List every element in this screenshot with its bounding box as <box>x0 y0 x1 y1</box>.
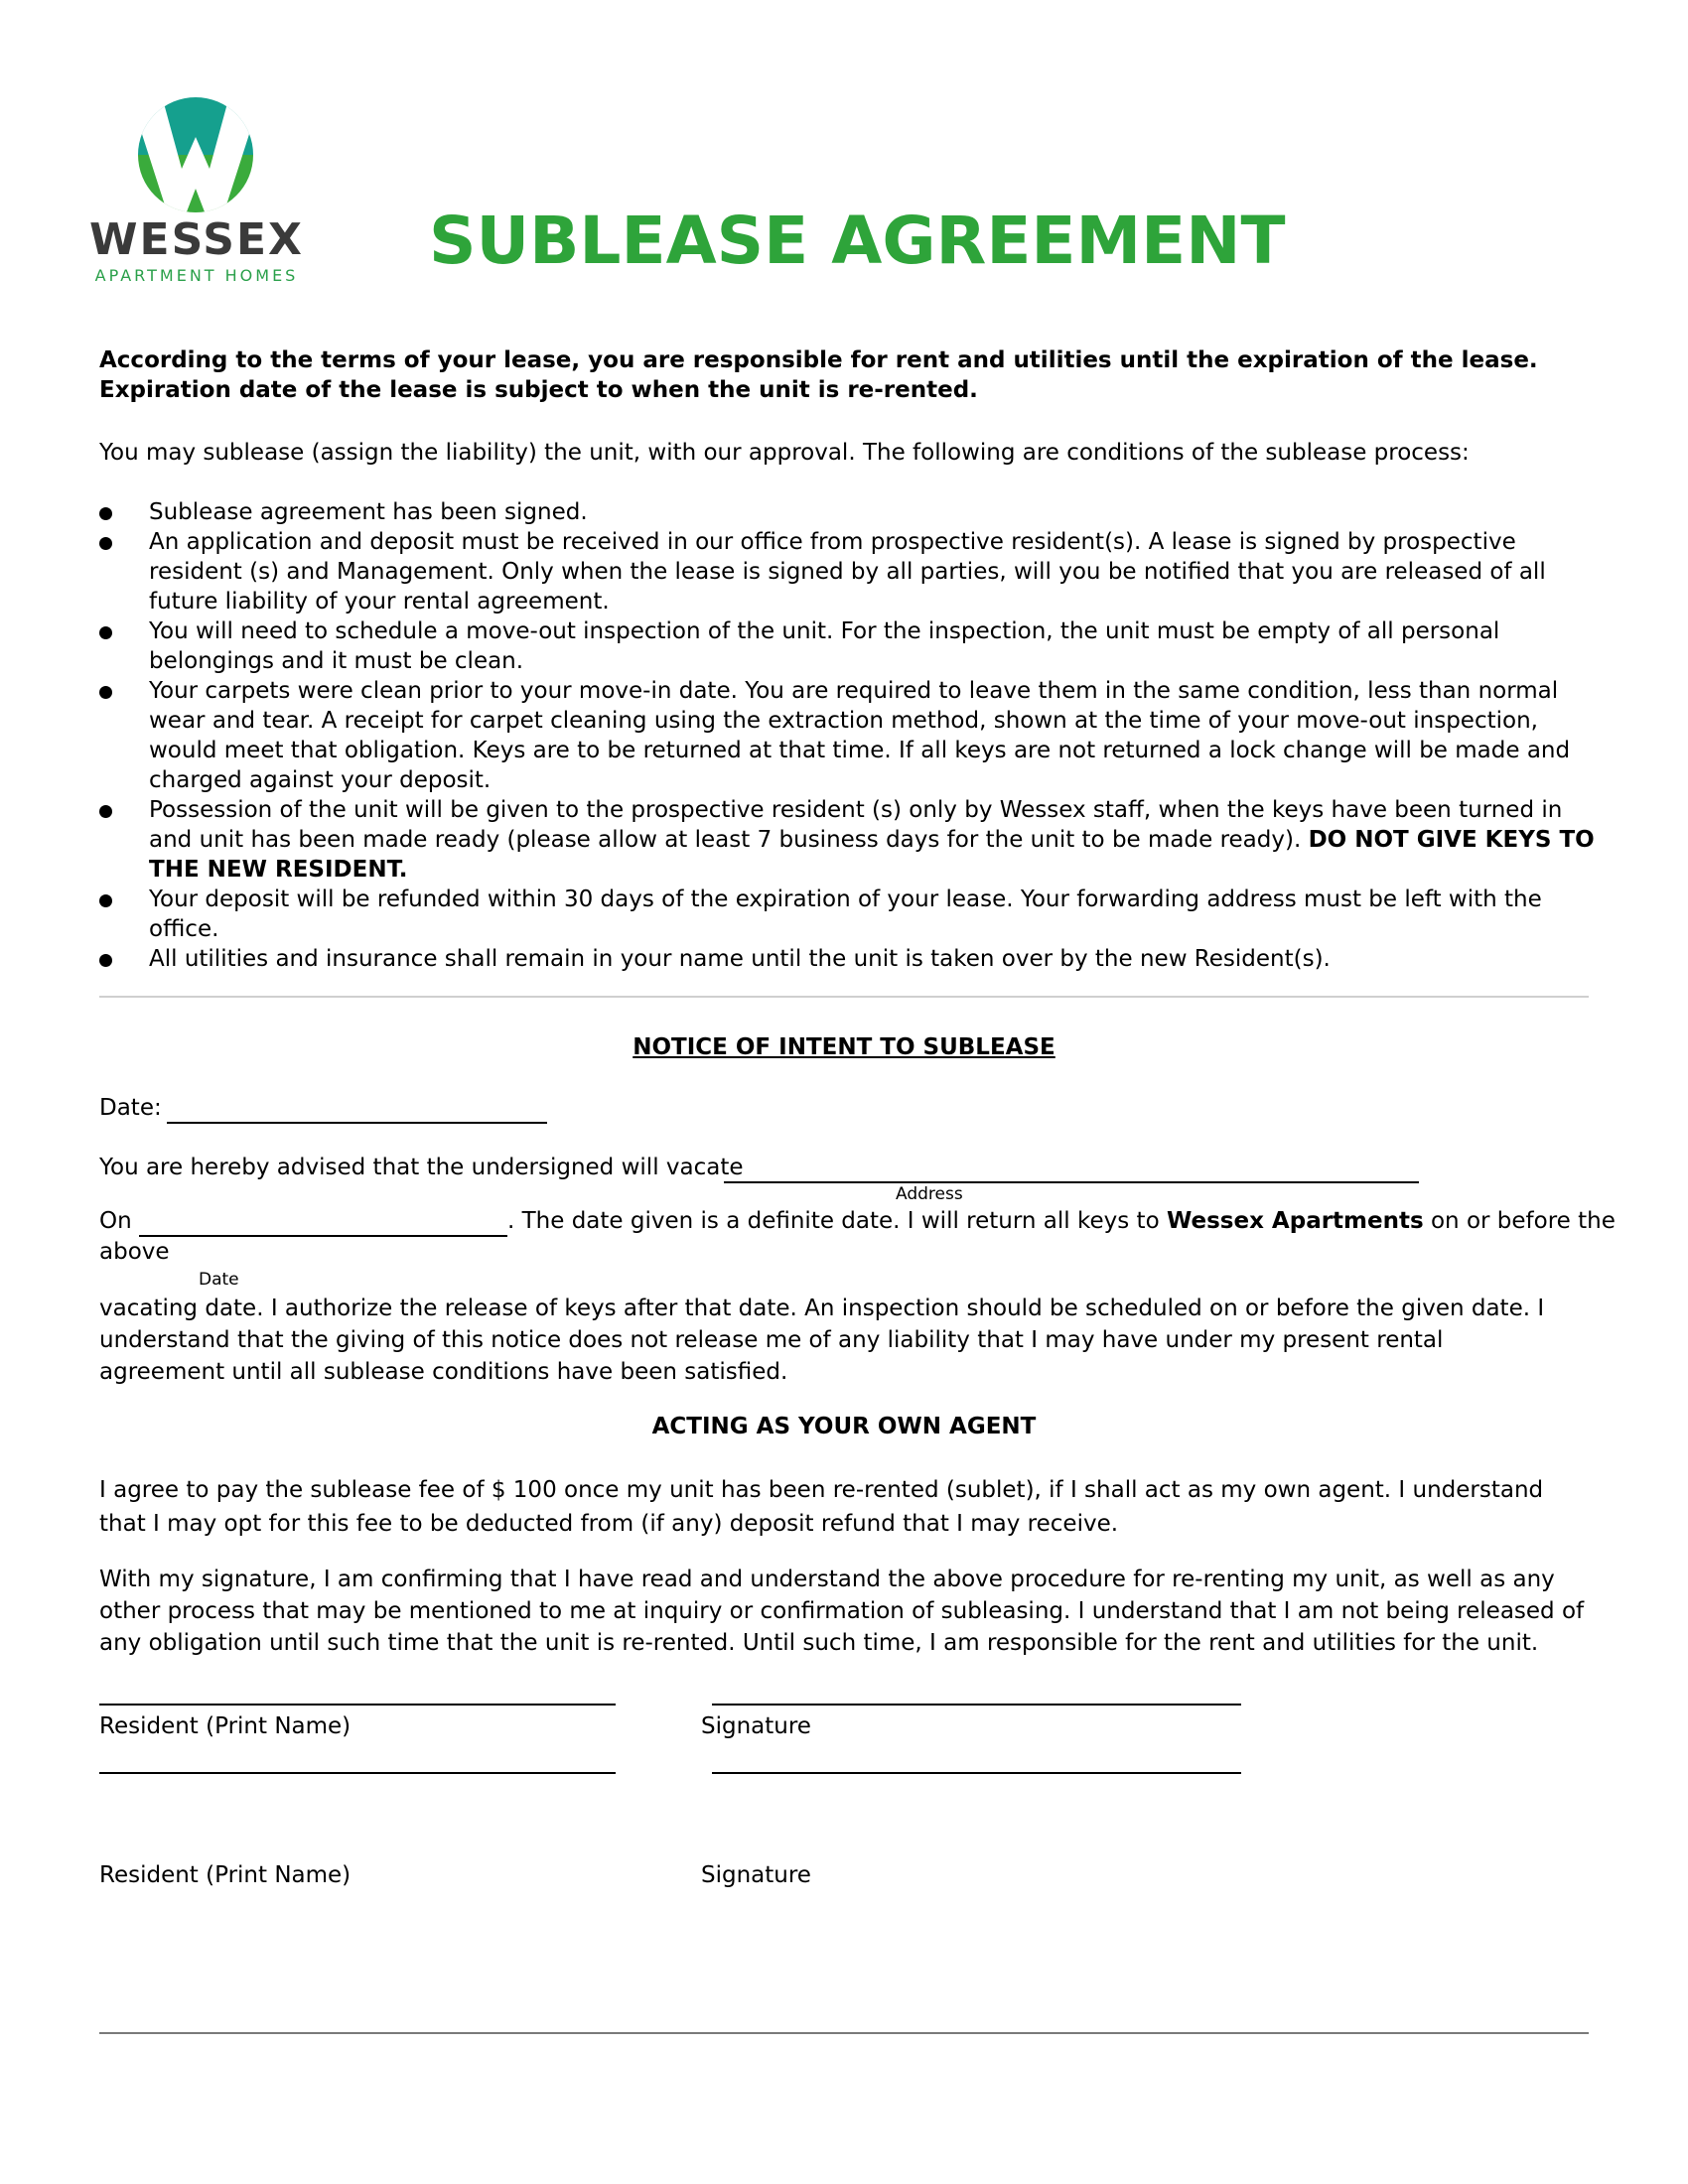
signature-label-2: Signature <box>701 1862 811 1888</box>
list-item <box>99 885 1599 944</box>
resident-name-line-1[interactable] <box>99 1704 616 1706</box>
wessex-logo <box>81 93 312 292</box>
definite-date-text <box>507 1208 1616 1234</box>
confirm-paragraph: With my signature, I am confirming that I have read and understand the above procedure for re-renting my unit, as well as any other process that may be mentioned to me at inquiry or confirmation of subleasing. I understand that I am not being released of any obligation until such time that the unit is re-rented. Until such time, I am responsible for the rent and utilities for the unit. <box>99 1567 1585 1656</box>
keys-warning: DO NOT GIVE KEYS TO THE NEW RESIDENT. <box>149 827 1595 883</box>
list-item <box>99 944 1599 974</box>
date-field-line[interactable] <box>167 1122 547 1124</box>
agent-heading: ACTING AS YOUR OWN AGENT <box>651 1414 1037 1439</box>
fee-paragraph: I agree to pay the sublease fee of $ 100 once my unit has been re-rented (sublet), if I shall act as my own agent. I understand that I may opt for this fee to be deducted from (if any) deposit refund that I may receive. <box>99 1477 1544 1537</box>
definite-text-part-2: on or before the <box>1430 1208 1616 1234</box>
bullet-icon <box>99 507 112 520</box>
vacate-date-field-line[interactable] <box>139 1235 507 1237</box>
conditions-list <box>99 497 1599 974</box>
document-title: SUBLEASE AGREEMENT <box>429 203 1286 279</box>
signature-label-1: Signature <box>701 1713 811 1739</box>
condition-text: Possession of the unit will be given to the prospective resident (s) only by Wessex staff, when the keys have been turned in and unit has been made ready (please allow at least 7 business days for the unit to be made ready). <box>149 797 1563 853</box>
bullet-icon <box>99 894 112 907</box>
wessex-logo-mark <box>126 93 265 212</box>
section-divider <box>99 996 1589 998</box>
resident-name-label-2: Resident (Print Name) <box>99 1862 352 1888</box>
condition-text: All utilities and insurance shall remain in your name until the unit is taken over by the new Resident(s). <box>149 946 1331 972</box>
signature-line-1[interactable] <box>712 1704 1241 1706</box>
vacating-paragraph: vacating date. I authorize the release of keys after that date. An inspection should be scheduled on or before the given date. I understand that the giving of this notice does not release me of any liability that I may have under my present rental agreement until all sublease conditions have been satisfied. <box>99 1296 1545 1385</box>
notice-heading: NOTICE OF INTENT TO SUBLEASE <box>633 1034 1055 1060</box>
intro-bold-line-2: Expiration date of the lease is subject to when the unit is re-rented. <box>99 377 978 403</box>
intro-bold-line-1: According to the terms of your lease, you are responsible for rent and utilities until the expiration of the lease. <box>99 347 1538 373</box>
on-label: On <box>99 1208 132 1234</box>
address-caption: Address <box>896 1184 963 1204</box>
address-field-line[interactable] <box>724 1181 1419 1183</box>
condition-text: Your carpets were clean prior to your move-in date. You are required to leave them in the same condition, less than normal wear and tear. A receipt for carpet cleaning using the extraction method, shown at the time of your move-out inspection, would meet that obligation. Keys are to be returned at that time. If all keys are not returned a lock change will be made and charged against your deposit. <box>149 678 1571 793</box>
condition-text: Sublease agreement has been signed. <box>149 499 588 525</box>
list-item <box>99 497 1599 527</box>
list-item <box>99 616 1599 676</box>
footer-rule <box>99 2032 1589 2034</box>
condition-text: An application and deposit must be received in our office from prospective resident(s). A lease is signed by prospective resident (s) and Management. Only when the lease is signed by all parties, will you be notified that you are released of all future liability of your rental agreement. <box>149 529 1546 614</box>
resident-name-label-1: Resident (Print Name) <box>99 1713 352 1739</box>
resident-name-line-2[interactable] <box>99 1772 616 1774</box>
condition-text: Your deposit will be refunded within 30 days of the expiration of your lease. Your forwarding address must be left with the office. <box>149 887 1542 942</box>
bullet-icon <box>99 626 112 639</box>
list-item <box>99 676 1599 795</box>
definite-text-part-1: . The date given is a definite date. I will return all keys to <box>507 1208 1160 1234</box>
intro-paragraph: You may sublease (assign the liability) the unit, with our approval. The following are conditions of the sublease process: <box>99 440 1470 466</box>
vacate-text: You are hereby advised that the undersigned will vacate <box>99 1155 744 1180</box>
bullet-icon <box>99 537 112 550</box>
company-name: Wessex Apartments <box>1166 1208 1424 1234</box>
bullet-icon <box>99 805 112 818</box>
above-word: above <box>99 1239 170 1265</box>
signature-line-2[interactable] <box>712 1772 1241 1774</box>
bullet-icon <box>99 686 112 699</box>
logo-wordmark: WESSEX <box>89 214 304 265</box>
list-item <box>99 527 1599 616</box>
list-item <box>99 795 1599 885</box>
bullet-icon <box>99 954 112 967</box>
condition-text: You will need to schedule a move-out inspection of the unit. For the inspection, the unit must be empty of all personal belongings and it must be clean. <box>149 618 1500 674</box>
date-label: Date: <box>99 1095 162 1121</box>
logo-tagline: APARTMENT HOMES <box>94 266 299 285</box>
date-caption: Date <box>199 1270 239 1290</box>
